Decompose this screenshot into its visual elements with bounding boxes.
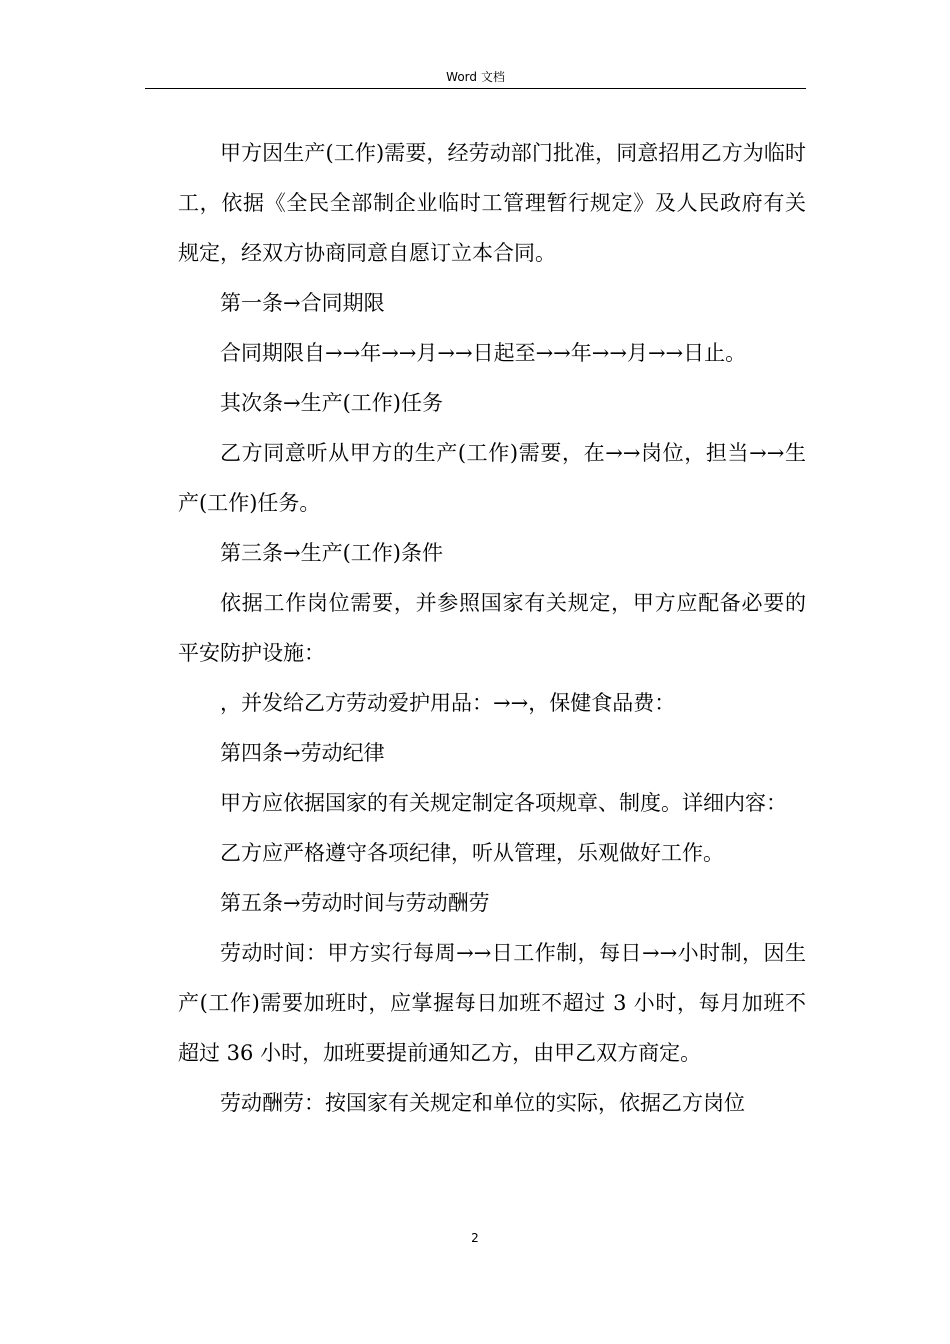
- article-2-text: 乙方同意听从甲方的生产(工作)需要，在→→岗位，担当→→生产(工作)任务。: [178, 441, 806, 515]
- article-3-heading: 第三条→生产(工作)条件: [220, 541, 443, 565]
- article-5-remuneration: 劳动酬劳：按国家有关规定和单位的实际，依据乙方岗位: [220, 1091, 745, 1115]
- page-header: [145, 68, 806, 89]
- article-4-heading: 第四条→劳动纪律: [220, 741, 385, 765]
- article-4-text: 甲方应依据国家的有关规定制定各项规章、制度。详细内容：: [220, 791, 787, 815]
- intro-paragraph: 甲方因生产(工作)需要，经劳动部门批准，同意招用乙方为临时工，依据《全民全部制企业临时工管理暂行规定》及人民政府有关规定，经双方协商同意自愿订立本合同。: [178, 141, 806, 265]
- article-2-heading: 其次条→生产(工作)任务: [220, 391, 443, 415]
- article-3-text-continued: ，并发给乙方劳动爱护用品：→→，保健食品费：: [220, 691, 676, 715]
- article-1-text: 合同期限自→→年→→月→→日起至→→年→→月→→日止。: [220, 341, 747, 365]
- article-5-working-hours: 劳动时间：甲方实行每周→→日工作制，每日→→小时制，因生产(工作)需要加班时，应掌握每日加班不超过 3 小时，每月加班不超过 36 小时，加班要提前通知乙方，由甲乙双方商定。: [178, 941, 806, 1065]
- article-4-text-continued: 乙方应严格遵守各项纪律，听从管理，乐观做好工作。: [220, 841, 724, 865]
- article-5-heading: 第五条→劳动时间与劳动酬劳: [220, 891, 490, 915]
- page-number: [0, 1230, 950, 1246]
- document-body: [178, 128, 806, 1128]
- article-1-heading: 第一条→合同期限: [220, 291, 385, 315]
- article-3-text: 依据工作岗位需要，并参照国家有关规定，甲方应配备必要的平安防护设施：: [178, 591, 806, 665]
- page-number-text: 2: [471, 1231, 479, 1245]
- header-title: Word 文档: [446, 70, 505, 84]
